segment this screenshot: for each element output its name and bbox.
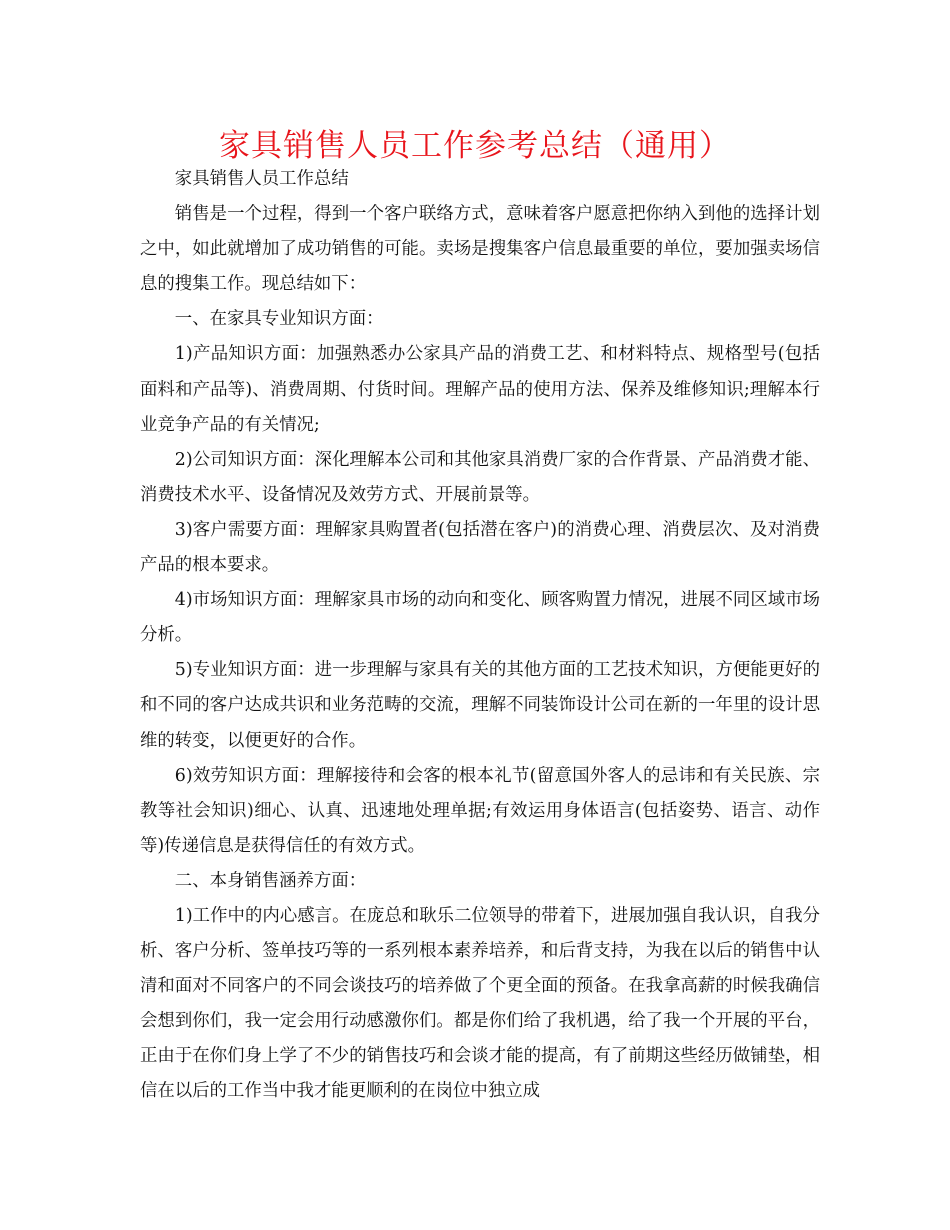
- paragraph-market-knowledge: 4)市场知识方面：理解家具市场的动向和变化、顾客购置力情况，进展不同区域市场分析。: [140, 590, 820, 646]
- paragraph-intro: 销售是一个过程，得到一个客户联络方式，意味着客户愿意把你纳入到他的选择计划之中，如此就增加了成功销售的可能。卖场是搜集客户信息最重要的单位，要加强卖场信息的搜集工作。现总结如下：: [140, 204, 820, 295]
- paragraph-product-knowledge: 1)产品知识方面：加强熟悉办公家具产品的消费工艺、和材料特点、规格型号(包括面料和产品等)、消费周期、付货时间。理解产品的使用方法、保养及维修知识;理解本行业竞争产品的有关情况;: [140, 344, 820, 435]
- document-body: [140, 162, 820, 1110]
- document-title: 家具销售人员工作参考总结（通用）: [219, 128, 731, 164]
- paragraph-inner-thoughts: 1)工作中的内心感言。在庞总和耿乐二位领导的带着下，进展加强自我认识，自我分析、客户分析、签单技巧等的一系列根本素养培养，和后背支持，为我在以后的销售中认清和面对不同客户的不同会谈技巧的培养做了个更全面的预备。在我拿高薪的时候我确信会想到你们，我一定会用行动感激你们。都是你们给了我机遇，给了我一个开展的平台，正由于在你们身上学了不少的销售技巧和会谈才能的提高，有了前期这些经历做铺垫，相信在以后的工作当中我才能更顺利的在岗位中独立成: [140, 905, 820, 1102]
- section-heading-1: 一、在家具专业知识方面：: [174, 309, 384, 330]
- section-heading-2: 二、本身销售涵养方面：: [174, 870, 367, 891]
- paragraph-professional-knowledge: 5)专业知识方面：进一步理解与家具有关的其他方面的工艺技术知识，方便能更好的和不同的客户达成共识和业务范畴的交流，理解不同装饰设计公司在新的一年里的设计思维的转变，以便更好的合作。: [140, 660, 820, 751]
- paragraph-service-knowledge: 6)效劳知识方面：理解接待和会客的根本礼节(留意国外客人的忌讳和有关民族、宗教等社会知识)细心、认真、迅速地处理单据;有效运用身体语言(包括姿势、语言、动作等)传递信息是获得信任的有效方式。: [140, 765, 820, 856]
- paragraph-subtitle: 家具销售人员工作总结: [174, 169, 349, 189]
- paragraph-company-knowledge: 2)公司知识方面：深化理解本公司和其他家具消费厂家的合作背景、产品消费才能、消费技术水平、设备情况及效劳方式、开展前景等。: [140, 449, 820, 505]
- paragraph-customer-needs: 3)客户需要方面：理解家具购置者(包括潜在客户)的消费心理、消费层次、及对消费产品的根本要求。: [140, 519, 820, 576]
